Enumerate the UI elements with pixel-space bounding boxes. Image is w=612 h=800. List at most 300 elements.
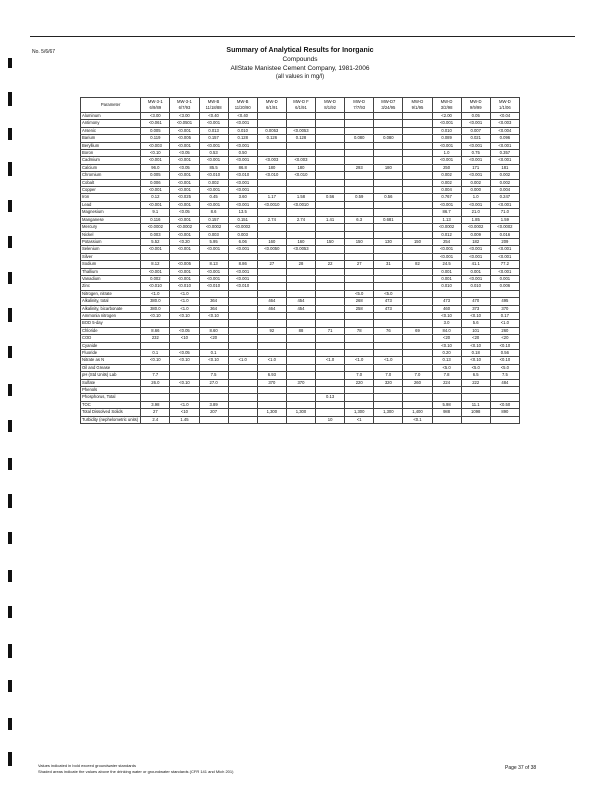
value-cell: 1098 bbox=[461, 409, 490, 416]
value-cell bbox=[257, 394, 286, 401]
well-id: MW-D bbox=[469, 98, 482, 104]
table-row bbox=[81, 290, 520, 297]
table-row bbox=[81, 179, 520, 186]
value-cell: 0.05 bbox=[461, 113, 490, 120]
value-cell: 0.20 bbox=[432, 350, 461, 357]
value-cell: 181 bbox=[490, 164, 519, 171]
scan-mark bbox=[8, 92, 12, 106]
value-cell bbox=[432, 416, 461, 423]
parameter-cell: Potassium bbox=[81, 238, 141, 245]
table-row bbox=[81, 142, 520, 149]
value-cell: <0.40 bbox=[228, 113, 257, 120]
parameter-cell: Oil and Grease bbox=[81, 364, 141, 371]
value-cell bbox=[490, 394, 519, 401]
value-cell: <0.001 bbox=[170, 201, 199, 208]
value-cell bbox=[490, 416, 519, 423]
parameter-cell: Thallium bbox=[81, 268, 141, 275]
value-cell bbox=[316, 135, 345, 142]
table-row bbox=[81, 194, 520, 201]
value-cell: 370 bbox=[257, 379, 286, 386]
value-cell bbox=[257, 342, 286, 349]
value-cell bbox=[257, 335, 286, 342]
value-cell: 473 bbox=[374, 305, 403, 312]
value-cell: <0.001 bbox=[432, 253, 461, 260]
value-cell: <0.0053 bbox=[286, 127, 315, 134]
value-cell bbox=[374, 364, 403, 371]
value-cell bbox=[374, 401, 403, 408]
value-cell: <0.10 bbox=[432, 312, 461, 319]
value-cell bbox=[228, 401, 257, 408]
parameter-cell: Nickel bbox=[81, 231, 141, 238]
value-cell bbox=[374, 209, 403, 216]
value-cell: 0.009 bbox=[461, 231, 490, 238]
value-cell bbox=[316, 209, 345, 216]
value-cell bbox=[316, 320, 345, 327]
table-row bbox=[81, 350, 520, 357]
value-cell bbox=[403, 387, 432, 394]
sample-date: 1/1/06 bbox=[499, 105, 511, 110]
column-header bbox=[461, 98, 490, 113]
footnote-1: Values indicated in bold exceed groundwater standards bbox=[38, 763, 136, 768]
value-cell: 0.1 bbox=[141, 350, 170, 357]
value-cell bbox=[286, 320, 315, 327]
value-cell: <0.001 bbox=[461, 120, 490, 127]
value-cell bbox=[286, 120, 315, 127]
value-cell: 150 bbox=[345, 238, 374, 245]
value-cell bbox=[403, 342, 432, 349]
value-cell bbox=[257, 253, 286, 260]
value-cell: <0.001 bbox=[461, 157, 490, 164]
value-cell bbox=[316, 298, 345, 305]
value-cell bbox=[403, 194, 432, 201]
table-row bbox=[81, 372, 520, 379]
value-cell bbox=[257, 364, 286, 371]
value-cell bbox=[432, 290, 461, 297]
value-cell: <1.0 bbox=[316, 357, 345, 364]
value-cell: 7.0 bbox=[374, 372, 403, 379]
value-cell: 1.0 bbox=[432, 150, 461, 157]
parameter-cell: Alkalinity, total bbox=[81, 298, 141, 305]
scan-mark bbox=[8, 384, 12, 396]
value-cell: <0.001 bbox=[199, 268, 228, 275]
value-cell bbox=[141, 253, 170, 260]
value-cell bbox=[403, 357, 432, 364]
value-cell: 82 bbox=[403, 261, 432, 268]
value-cell bbox=[228, 305, 257, 312]
parameter-cell: Sodium bbox=[81, 261, 141, 268]
value-cell: <10 bbox=[170, 335, 199, 342]
value-cell bbox=[286, 387, 315, 394]
value-cell bbox=[403, 305, 432, 312]
column-header bbox=[374, 98, 403, 113]
value-cell: 2.74 bbox=[286, 216, 315, 223]
value-cell bbox=[286, 187, 315, 194]
value-cell bbox=[286, 231, 315, 238]
well-id: MW-D bbox=[324, 98, 336, 104]
value-cell bbox=[345, 120, 374, 127]
column-header bbox=[345, 98, 374, 113]
value-cell: 86.8 bbox=[228, 164, 257, 171]
value-cell: 5.52 bbox=[141, 238, 170, 245]
value-cell: 7.7 bbox=[141, 372, 170, 379]
value-cell bbox=[199, 394, 228, 401]
value-cell bbox=[345, 320, 374, 327]
value-cell bbox=[286, 179, 315, 186]
value-cell: <2.00 bbox=[432, 113, 461, 120]
value-cell bbox=[316, 246, 345, 253]
value-cell bbox=[286, 283, 315, 290]
value-cell: 0.003 bbox=[228, 231, 257, 238]
value-cell bbox=[286, 364, 315, 371]
value-cell: <1.0 bbox=[257, 357, 286, 364]
value-cell: 6.06 bbox=[228, 238, 257, 245]
table-row bbox=[81, 246, 520, 253]
value-cell: 7.8 bbox=[432, 372, 461, 379]
value-cell bbox=[286, 312, 315, 319]
value-cell bbox=[316, 401, 345, 408]
value-cell: 71.0 bbox=[490, 209, 519, 216]
value-cell bbox=[286, 290, 315, 297]
value-cell bbox=[345, 150, 374, 157]
value-cell: <0.001 bbox=[228, 120, 257, 127]
table-row bbox=[81, 224, 520, 231]
value-cell: <5.0 bbox=[345, 290, 374, 297]
value-cell: 364 bbox=[199, 298, 228, 305]
value-cell: <0.001 bbox=[199, 201, 228, 208]
value-cell: <0.0002 bbox=[141, 224, 170, 231]
value-cell: 2.4 bbox=[141, 416, 170, 423]
value-cell bbox=[257, 416, 286, 423]
value-cell: <0.001 bbox=[461, 201, 490, 208]
value-cell: 160 bbox=[286, 238, 315, 245]
value-cell bbox=[345, 246, 374, 253]
value-cell: 0.012 bbox=[432, 231, 461, 238]
value-cell bbox=[170, 387, 199, 394]
value-cell bbox=[141, 387, 170, 394]
parameter-cell: Nitrogen, nitrate bbox=[81, 290, 141, 297]
scan-mark bbox=[8, 420, 12, 432]
value-cell: 0.13 bbox=[316, 394, 345, 401]
scan-mark bbox=[8, 236, 12, 248]
value-cell bbox=[316, 268, 345, 275]
value-cell: 1.59 bbox=[490, 216, 519, 223]
parameter-cell: Cobalt bbox=[81, 179, 141, 186]
value-cell bbox=[490, 387, 519, 394]
value-cell bbox=[170, 320, 199, 327]
value-cell: 380.0 bbox=[141, 305, 170, 312]
value-cell bbox=[316, 379, 345, 386]
value-cell bbox=[170, 342, 199, 349]
parameter-cell: Arsenic bbox=[81, 127, 141, 134]
value-cell: <0.010 bbox=[257, 172, 286, 179]
value-cell bbox=[257, 231, 286, 238]
value-cell: <0.010 bbox=[141, 283, 170, 290]
value-cell bbox=[345, 209, 374, 216]
value-cell bbox=[257, 290, 286, 297]
parameter-cell: COD bbox=[81, 335, 141, 342]
value-cell: <0.05 bbox=[170, 327, 199, 334]
value-cell: 0.1 bbox=[199, 350, 228, 357]
table-row bbox=[81, 357, 520, 364]
parameter-cell: Mercury bbox=[81, 224, 141, 231]
value-cell: <0.001 bbox=[432, 201, 461, 208]
value-cell: 0.18 bbox=[461, 350, 490, 357]
value-cell bbox=[374, 187, 403, 194]
value-cell bbox=[316, 275, 345, 282]
table-row bbox=[81, 135, 520, 142]
value-cell bbox=[403, 157, 432, 164]
value-cell: <0.001 bbox=[490, 246, 519, 253]
value-cell: <0.001 bbox=[228, 201, 257, 208]
value-cell bbox=[316, 142, 345, 149]
parameter-cell: Iron bbox=[81, 194, 141, 201]
value-cell bbox=[345, 157, 374, 164]
value-cell: 232 bbox=[141, 335, 170, 342]
column-header bbox=[432, 98, 461, 113]
value-cell bbox=[403, 224, 432, 231]
value-cell bbox=[316, 164, 345, 171]
value-cell: <0.001 bbox=[170, 268, 199, 275]
value-cell: <0.0010 bbox=[257, 201, 286, 208]
scan-mark bbox=[8, 458, 12, 470]
value-cell bbox=[286, 372, 315, 379]
value-cell: <0.04 bbox=[490, 113, 519, 120]
value-cell: <1.0 bbox=[345, 357, 374, 364]
value-cell bbox=[228, 416, 257, 423]
column-header bbox=[170, 98, 199, 113]
value-cell bbox=[374, 179, 403, 186]
parameter-cell: Magnesium bbox=[81, 209, 141, 216]
value-cell: 26.0 bbox=[141, 379, 170, 386]
well-id: MW-D F bbox=[293, 98, 309, 104]
value-cell: 0.006 bbox=[490, 283, 519, 290]
value-cell: 150 bbox=[316, 238, 345, 245]
value-cell: 0.003 bbox=[199, 231, 228, 238]
value-cell bbox=[403, 246, 432, 253]
value-cell bbox=[228, 372, 257, 379]
value-cell bbox=[316, 409, 345, 416]
value-cell: 0.002 bbox=[490, 179, 519, 186]
column-header bbox=[403, 98, 432, 113]
value-cell: <1.0 bbox=[490, 320, 519, 327]
value-cell: 473 bbox=[374, 298, 403, 305]
parameter-cell: Vanadium bbox=[81, 275, 141, 282]
value-cell bbox=[374, 127, 403, 134]
parameter-cell: BOD 5-day bbox=[81, 320, 141, 327]
value-cell bbox=[374, 268, 403, 275]
value-cell: <0.0002 bbox=[170, 224, 199, 231]
value-cell: <1.0 bbox=[170, 290, 199, 297]
table-row bbox=[81, 387, 520, 394]
value-cell: 101 bbox=[461, 327, 490, 334]
value-cell: 7.5 bbox=[199, 372, 228, 379]
value-cell: <5.0 bbox=[461, 364, 490, 371]
value-cell bbox=[228, 350, 257, 357]
value-cell: 5.95 bbox=[199, 238, 228, 245]
value-cell: <0.001 bbox=[432, 157, 461, 164]
value-cell bbox=[316, 372, 345, 379]
parameter-cell: Manganese bbox=[81, 216, 141, 223]
value-cell: <0.05 bbox=[170, 150, 199, 157]
value-cell: <0.10 bbox=[490, 357, 519, 364]
value-cell: 0.004 bbox=[490, 187, 519, 194]
value-cell: <0.001 bbox=[228, 187, 257, 194]
value-cell: <0.20 bbox=[170, 238, 199, 245]
value-cell bbox=[403, 179, 432, 186]
value-cell: <0.05 bbox=[170, 350, 199, 357]
value-cell bbox=[141, 320, 170, 327]
value-cell: 209 bbox=[490, 238, 519, 245]
value-cell: 7.0 bbox=[345, 372, 374, 379]
value-cell bbox=[141, 394, 170, 401]
value-cell: 2.74 bbox=[257, 216, 286, 223]
value-cell: <0.10 bbox=[461, 357, 490, 364]
value-cell: <0.0002 bbox=[199, 224, 228, 231]
table-row bbox=[81, 298, 520, 305]
value-cell: 0.128 bbox=[228, 135, 257, 142]
value-cell: <0.001 bbox=[170, 127, 199, 134]
value-cell bbox=[461, 290, 490, 297]
value-cell bbox=[374, 416, 403, 423]
value-cell bbox=[316, 350, 345, 357]
value-cell: <0.001 bbox=[170, 142, 199, 149]
value-cell: <0.001 bbox=[170, 187, 199, 194]
value-cell: 182 bbox=[461, 238, 490, 245]
value-cell bbox=[432, 394, 461, 401]
value-cell: 484 bbox=[490, 379, 519, 386]
value-cell bbox=[316, 342, 345, 349]
value-cell: <0.001 bbox=[170, 172, 199, 179]
table-row bbox=[81, 320, 520, 327]
value-cell: 5.6 bbox=[461, 320, 490, 327]
table-row bbox=[81, 312, 520, 319]
value-cell: 0.157 bbox=[199, 135, 228, 142]
value-cell bbox=[228, 364, 257, 371]
value-cell: 0.0053 bbox=[257, 127, 286, 134]
value-cell bbox=[257, 312, 286, 319]
table-row bbox=[81, 187, 520, 194]
report-subtitle: AllState Manistee Cement Company, 1981-2006 bbox=[230, 65, 370, 72]
value-cell: 380.0 bbox=[141, 298, 170, 305]
value-cell bbox=[228, 335, 257, 342]
value-cell: 0.010 bbox=[228, 127, 257, 134]
value-cell: 1,300 bbox=[257, 409, 286, 416]
value-cell bbox=[345, 179, 374, 186]
value-cell bbox=[345, 275, 374, 282]
value-cell: 0.080 bbox=[374, 135, 403, 142]
value-cell: <0.005 bbox=[170, 261, 199, 268]
table-row bbox=[81, 209, 520, 216]
value-cell bbox=[461, 394, 490, 401]
scan-mark bbox=[8, 532, 12, 544]
value-cell: 1.17 bbox=[257, 194, 286, 201]
value-cell: <5.0 bbox=[374, 290, 403, 297]
value-cell: 1,300 bbox=[374, 409, 403, 416]
results-table bbox=[80, 97, 520, 424]
value-cell: 320 bbox=[374, 379, 403, 386]
value-cell: 3.60 bbox=[228, 194, 257, 201]
value-cell: 92 bbox=[257, 327, 286, 334]
value-cell bbox=[403, 320, 432, 327]
sample-date: 11/20/90 bbox=[234, 105, 251, 110]
parameter-cell: Chromium bbox=[81, 172, 141, 179]
value-cell: <0.001 bbox=[228, 275, 257, 282]
report-title-line2: Compounds bbox=[282, 56, 318, 63]
units-note: (all values in mg/l) bbox=[275, 74, 325, 80]
value-cell bbox=[403, 135, 432, 142]
value-cell bbox=[228, 298, 257, 305]
value-cell: <0.40 bbox=[199, 113, 228, 120]
value-cell bbox=[199, 253, 228, 260]
scan-mark bbox=[8, 128, 12, 140]
value-cell: <3.00 bbox=[141, 113, 170, 120]
value-cell bbox=[403, 209, 432, 216]
value-cell: <0.001 bbox=[199, 275, 228, 282]
table-row bbox=[81, 275, 520, 282]
value-cell bbox=[286, 335, 315, 342]
value-cell: 84.0 bbox=[432, 327, 461, 334]
value-cell: <0.001 bbox=[228, 142, 257, 149]
value-cell: 76 bbox=[374, 327, 403, 334]
value-cell bbox=[374, 275, 403, 282]
scan-mark bbox=[8, 200, 12, 212]
value-cell: 180 bbox=[257, 164, 286, 171]
value-cell: 27.0 bbox=[199, 379, 228, 386]
value-cell: 464 bbox=[257, 298, 286, 305]
parameter-cell: Lead bbox=[81, 201, 141, 208]
value-cell: <0.001 bbox=[170, 275, 199, 282]
well-id: MW-B bbox=[207, 98, 220, 104]
well-id: MW-D7 bbox=[381, 98, 396, 104]
value-cell bbox=[403, 290, 432, 297]
value-cell bbox=[316, 364, 345, 371]
value-cell: <0.0501 bbox=[170, 120, 199, 127]
value-cell: <0.10 bbox=[170, 357, 199, 364]
value-cell bbox=[228, 312, 257, 319]
value-cell bbox=[345, 394, 374, 401]
parameter-cell: Alkalinity, bicarbonate bbox=[81, 305, 141, 312]
value-cell: 0.56 bbox=[374, 194, 403, 201]
value-cell bbox=[345, 172, 374, 179]
table-row bbox=[81, 327, 520, 334]
value-cell: <0.005 bbox=[170, 135, 199, 142]
value-cell: <0.001 bbox=[170, 231, 199, 238]
value-cell: <0.10 bbox=[141, 150, 170, 157]
scan-mark bbox=[8, 752, 12, 766]
value-cell bbox=[257, 401, 286, 408]
value-cell bbox=[316, 335, 345, 342]
table-row bbox=[81, 216, 520, 223]
value-cell bbox=[374, 312, 403, 319]
column-header bbox=[228, 98, 257, 113]
value-cell bbox=[316, 224, 345, 231]
value-cell: <0.010 bbox=[228, 283, 257, 290]
value-cell bbox=[199, 290, 228, 297]
value-cell bbox=[403, 401, 432, 408]
value-cell: 0.002 bbox=[199, 179, 228, 186]
scan-mark bbox=[8, 570, 12, 582]
value-cell: 11.1 bbox=[461, 401, 490, 408]
value-cell: 464 bbox=[257, 305, 286, 312]
well-id: MW-3-1 bbox=[147, 98, 163, 104]
value-cell: 88 bbox=[286, 327, 315, 334]
value-cell bbox=[228, 394, 257, 401]
value-cell bbox=[286, 150, 315, 157]
sample-date: 7/7/93 bbox=[353, 105, 366, 110]
table-row bbox=[81, 268, 520, 275]
value-cell: <0.0002 bbox=[228, 224, 257, 231]
value-cell: 0.089 bbox=[432, 135, 461, 142]
